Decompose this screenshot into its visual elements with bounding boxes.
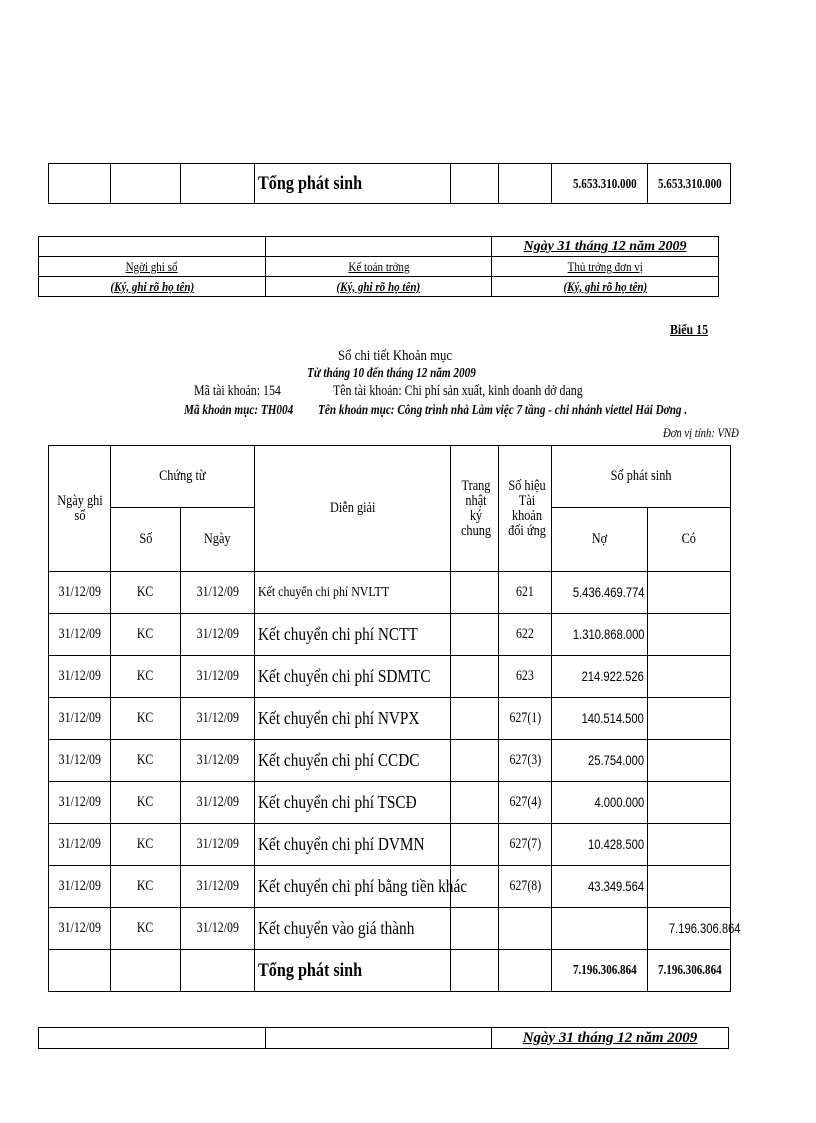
- table-row: 31/12/09 KC 31/12/09 Kết chuyển chi phí DVMN 627(7) 10.428.500: [49, 824, 731, 866]
- total-label: Tổng phát sinh: [258, 959, 363, 981]
- table-row: 31/12/09 KC 31/12/09 Kết chuyển vào giá thành 7.196.306.864: [49, 908, 731, 950]
- top-total-credit: 5.653.310.000: [657, 175, 722, 191]
- col-description-header: Diễn giải: [329, 500, 376, 516]
- top-total-debit: 5.653.310.000: [573, 175, 638, 191]
- table-row: 31/12/09 KC 31/12/09 Kết chuyển chi phí NVPX 627(1) 140.514.500: [49, 698, 731, 740]
- total-credit: 7.196.306.864: [657, 962, 722, 977]
- table-row: 31/12/09 KC 31/12/09 Kết chuyển chi phí TSCĐ 627(4) 4.000.000: [49, 782, 731, 824]
- table-row: 31/12/09 KC 31/12/09 Kết chuyển chi phí bằng tiền khác 627(8) 43.349.564: [49, 866, 731, 908]
- top-total-table: [48, 163, 731, 204]
- col-amount-header: Số phát sinh: [610, 468, 672, 485]
- signature-date: Ngày 31 tháng 12 năm 2009: [492, 237, 719, 257]
- col-date-header: Ngày ghi sổ: [57, 492, 103, 524]
- sign-note: (Ký, ghi rõ họ tên): [336, 279, 421, 294]
- ledger-table: [48, 445, 741, 992]
- col-debit-header: Nợ: [591, 531, 608, 548]
- table-row: 31/12/09 KC 31/12/09 Kết chuyển chi phí SDMTC 623 214.922.526: [49, 656, 731, 698]
- header-row: [49, 446, 731, 508]
- currency-unit: Đơn vị tính: VNĐ: [663, 425, 739, 440]
- table-row: 31/12/09 KC 31/12/09 Kết chuyển chi phí NCTT 622 1.310.868.000: [49, 614, 731, 656]
- signature-table: [38, 236, 719, 297]
- table-row: 31/12/09 KC 31/12/09 Kết chuyển chi phí CCDC 627(3) 25.754.000: [49, 740, 731, 782]
- signature-table-bottom: [38, 1027, 729, 1049]
- col-journal-page-header: Trang nhật ký chung: [460, 477, 492, 539]
- col-voucher-no-header: Số: [139, 531, 152, 548]
- role-director: Thủ trởng đơn vị: [567, 259, 643, 274]
- signature-date-bottom: Ngày 31 tháng 12 năm 2009: [492, 1028, 729, 1049]
- sign-note: (Ký, ghi rõ họ tên): [563, 279, 647, 294]
- form-number: Biểu 15: [670, 323, 709, 338]
- account-name: Tên tài khoản: Chi phí sản xuất, kinh doanh dở dang: [333, 383, 583, 399]
- total-debit: 7.196.306.864: [573, 962, 638, 977]
- col-credit-header: Có: [681, 531, 697, 548]
- item-code: Mã khoản mục: TH004: [184, 403, 294, 418]
- top-total-row: [49, 164, 731, 204]
- table-row: 31/12/09 KC 31/12/09 Kết chuyển chi phí NVLTT 621 5.436.469.774: [49, 572, 731, 614]
- role-chief-accountant: Kế toán trởng: [347, 259, 410, 274]
- sign-note: (Ký, ghi rõ họ tên): [110, 279, 194, 294]
- ledger-period: Từ tháng 10 đến tháng 12 năm 2009: [307, 366, 476, 381]
- account-code: Mã tài khoản: 154: [194, 383, 281, 399]
- top-total-label: Tổng phát sinh: [258, 172, 363, 194]
- col-voucher-header: Chứng từ: [159, 468, 206, 485]
- item-name: Tên khoản mục: Công trình nhà Làm việc 7 tầng - chi nhánh viettel Hải Dơng .: [318, 403, 688, 418]
- role-recorder: Ngời ghi sổ: [126, 259, 178, 274]
- col-contra-account-header: Số hiệu Tài khoản đối ứng: [508, 477, 546, 539]
- total-row: [49, 950, 731, 992]
- ledger-title: Sổ chi tiết Khoản mục: [338, 348, 453, 364]
- col-voucher-date-header: Ngày: [204, 531, 231, 548]
